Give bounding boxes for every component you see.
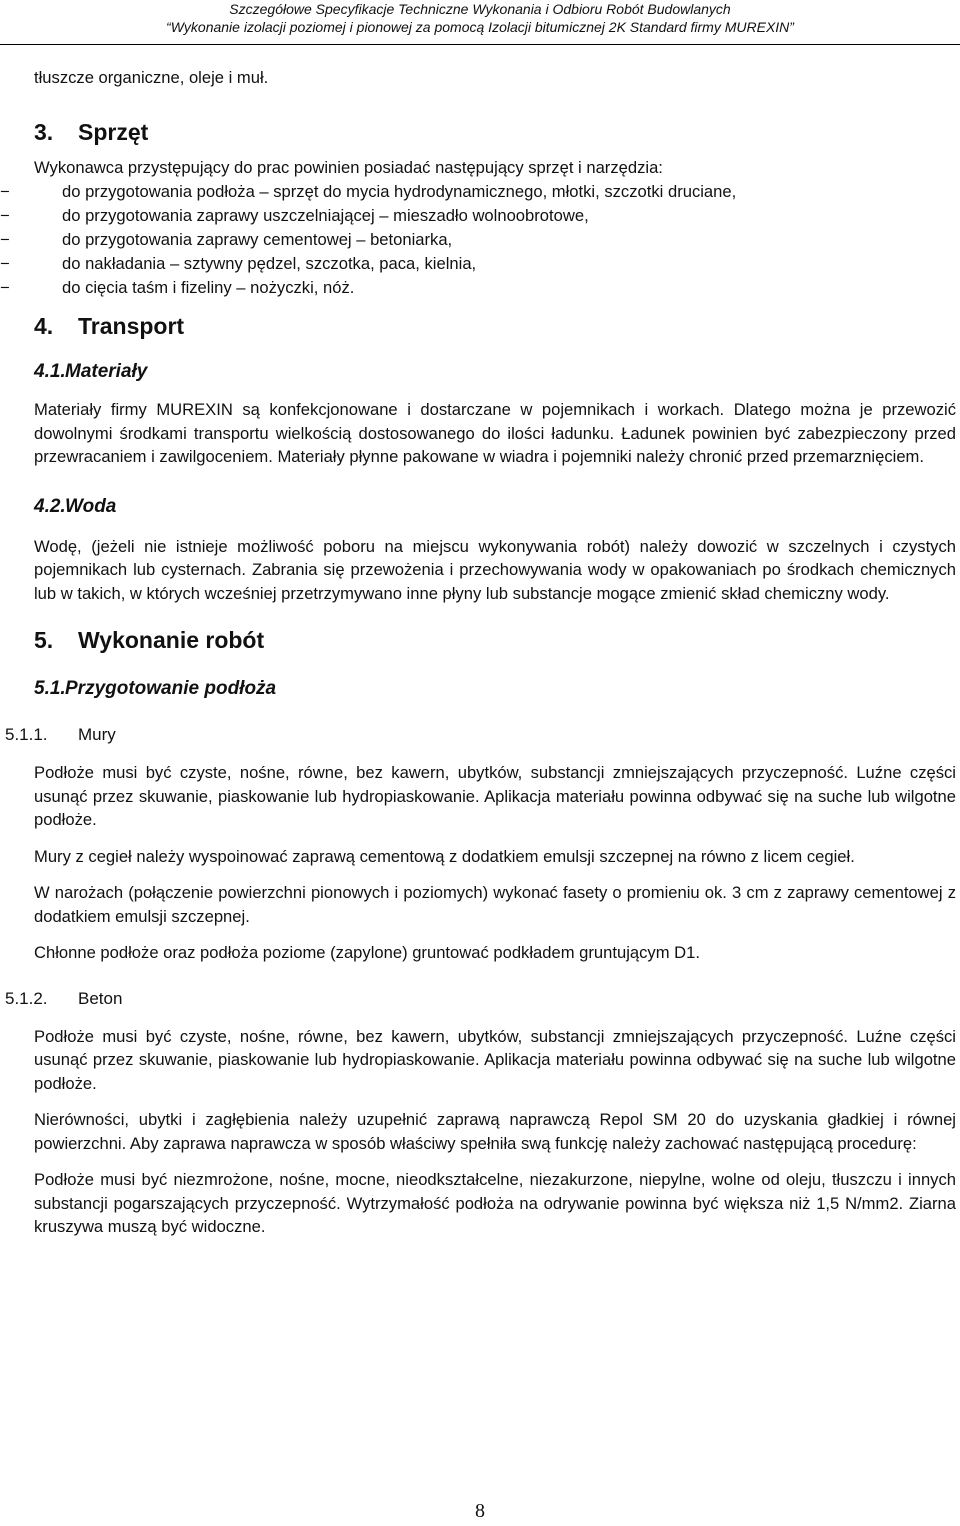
section-5-1-number: 5.1. [34,678,66,699]
section-5-1-1-paragraph-1: Podłoże musi być czyste, nośne, równe, bez kawern, ubytków, substancji zmniejszających przyczepność. Luźne części usunąć przez skuwanie, piaskowanie lub hydropiaskowanie. Aplikacja materiału powinna odbywać się na suche lub wilgotne podłoże. [34,763,956,829]
section-5-1-1-number: 5.1.1. [5,725,48,744]
section-4-heading [34,312,956,340]
section-5-1-title: Przygotowanie podłoża [65,678,277,699]
section-4-1-number: 4.1. [34,361,66,382]
section-4-1-heading [34,360,956,384]
section-5-1-2-paragraph-1: Podłoże musi być czyste, nośne, równe, bez kawern, ubytków, substancji zmniejszających przyczepność. Luźne części usunąć przez skuwanie, piaskowanie lub hydropiaskowanie. Aplikacja materiału powinna odbywać się na suche lub wilgotne podłoże. [34,1026,956,1093]
section-4-1-text: Materiały firmy MUREXIN są konfekcjonowane i dostarczane w pojemnikach i workach. Dlatego można je przewozić dowolnymi środkami transportu wielkością dostosowanego do ilości ładunku. Ładunek powinien być zabezpieczony przed przewracaniem i zawilgoceniem. Materiały płynne pakowane w wiadra i pojemniki należy chronić przed przemarznięciem. [34,400,956,466]
section-5-heading [34,626,956,654]
section-3-intro: Wykonawca przystępujący do prac powinien posiadać następujący sprzęt i narzędzia: [34,157,663,177]
equipment-list [0,180,956,300]
header-subtitle: “Wykonanie izolacji poziomej i pionowej za pomocą Izolacji bitumicznej 2K Standard firmy MUREXIN” [166,19,794,35]
section-5-title: Wykonanie robót [78,627,265,653]
section-5-1-2-number: 5.1.2. [5,988,48,1008]
header-title: Szczegółowe Specyfikacje Techniczne Wykonania i Odbioru Robót Budowlanych [229,1,731,17]
section-3-number: 3. [34,118,54,145]
page-number: 8 [475,1500,485,1522]
section-5-1-2-title: Beton [78,988,123,1008]
section-4-2-heading [34,495,956,519]
section-5-1-1-paragraph-2: Mury z cegieł należy wyspoinować zaprawą cementową z dodatkiem emulsji szczepnej na równo z licem cegieł. [34,846,855,866]
section-5-number: 5. [34,627,54,653]
intro-line: tłuszcze organiczne, oleje i muł. [34,68,269,87]
list-item: − do nakładania – sztywny pędzel, szczotka, paca, kielnia, [0,254,477,273]
list-item: − do przygotowania zaprawy cementowej – betoniarka, [0,230,453,249]
section-5-1-1-paragraph-4: Chłonne podłoże oraz podłoża poziome (zapylone) gruntować podkładem gruntującym D1. [34,943,700,962]
section-4-2-number: 4.2. [34,495,66,517]
section-4-1-title: Materiały [65,361,148,382]
page-header [0,0,960,45]
document-body [0,66,956,1239]
section-4-number: 4. [34,313,54,339]
section-4-title: Transport [78,313,185,339]
section-5-1-2-heading [5,987,956,1011]
section-5-1-2-paragraph-2: Nierówności, ubytki i zagłębienia należy uzupełnić zaprawą naprawczą Repol SM 20 do uzyskania gładkiej i równej powierzchni. Aby zaprawa naprawcza w sposób właściwy spełniła swą funkcję należy zachować następującą procedurę: [34,1110,956,1153]
section-5-1-1-heading [5,723,956,747]
section-4-2-text: Wodę, (jeżeli nie istnieje możliwość poboru na miejscu wykonywania robót) należy dowozić w szczelnych i czystych pojemnikach lub cysternach. Zabrania się przewożenia i przechowywania wody w opakowaniach po środkach chemicznych lub w takich, w których wcześniej przetrzymywano inne płyny lub substancje mogące zmienić skład chemiczny wody. [34,536,956,603]
section-5-1-1-paragraph-3: W narożach (połączenie powierzchni pionowych i poziomych) wykonać fasety o promieniu ok. 3 cm z zaprawy cementowej z dodatkiem emulsji szczepnej. [34,883,956,926]
section-5-1-1-title: Mury [78,725,116,744]
section-3-title: Sprzęt [78,118,149,145]
section-5-1-2-paragraph-3: Podłoże musi być niezmrożone, nośne, mocne, nieodkształcelne, niezakurzone, niepylne, wolne od oleju, tłuszczu i innych substancji pogarszających przyczepność. Wytrzymałość podłoża na odrywanie powinna być większa niż 1,5 N/mm2. Ziarna kruszywa muszą być widoczne. [34,1170,956,1236]
list-item: − do cięcia taśm i fizeliny – nożyczki, nóż. [0,278,355,297]
list-item: − do przygotowania zaprawy uszczelniającej – mieszadło wolnoobrotowe, [0,206,589,225]
section-5-1-heading [34,677,956,701]
section-3-heading [34,118,956,146]
list-item: − do przygotowania podłoża – sprzęt do mycia hydrodynamicznego, młotki, szczotki druciane, [0,182,737,201]
section-4-2-title: Woda [65,495,117,517]
